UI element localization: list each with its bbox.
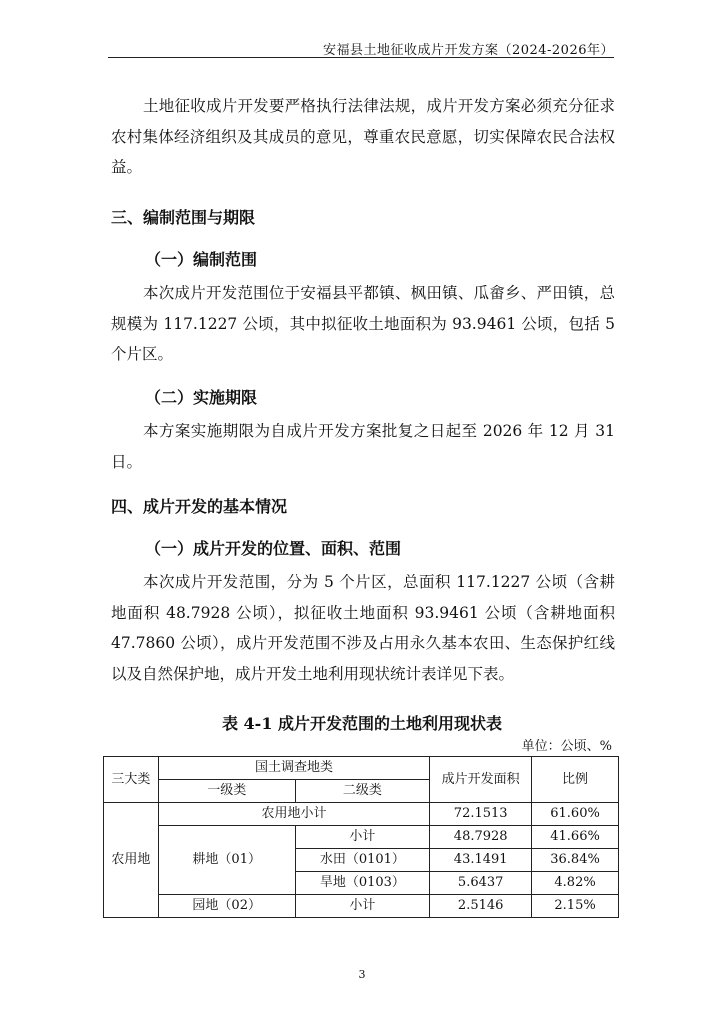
table-unit-note: 单位：公顷、% bbox=[521, 739, 612, 754]
section-4-1-paragraph: 本次成片开发范围，分为 5 个片区，总面积 117.1227 公顷（含耕地面积 48.7928 公顷），拟征收土地面积 93.9461 公顷（含耕地面积 47.7860 公顷），成片开发范围不涉及占用永久基本农田、生态保护红线以及自然保护地，成片开发土地利用现状统计表详见下表。 bbox=[111, 573, 615, 683]
cultivated-subtotal-area: 48.7928 bbox=[430, 826, 532, 849]
dry-land-label: 旱地（0103） bbox=[295, 872, 430, 895]
garden-level1: 园地（02） bbox=[158, 895, 295, 918]
paddy-area: 43.1491 bbox=[430, 849, 532, 872]
dry-land-ratio: 4.82% bbox=[532, 872, 619, 895]
section-3-1-heading: （一）编制范围 bbox=[145, 250, 258, 269]
page-number: 3 bbox=[358, 968, 366, 981]
table-row bbox=[104, 895, 619, 918]
section-3-1-paragraph: 本次成片开发范围位于安福县平都镇、枫田镇、瓜畲乡、严田镇，总规模为 117.1227 公顷，其中拟征收土地面积为 93.9461 公顷，包括 5 个片区。 bbox=[111, 284, 615, 363]
table-row bbox=[104, 826, 619, 849]
agri-category-cell: 农用地 bbox=[104, 803, 159, 918]
header-title: 安福县土地征收成片开发方案（2024-2026年） bbox=[322, 43, 614, 58]
agri-subtotal-ratio: 61.60% bbox=[532, 803, 619, 826]
header-area: 成片开发面积 bbox=[430, 757, 532, 803]
cultivated-subtotal-label: 小计 bbox=[295, 826, 430, 849]
garden-subtotal-ratio: 2.15% bbox=[532, 895, 619, 918]
garden-subtotal-label: 小计 bbox=[295, 895, 430, 918]
header-survey-class: 国土调查地类 bbox=[158, 757, 429, 780]
section-4-heading: 四、成片开发的基本情况 bbox=[111, 497, 288, 516]
table-header-row bbox=[104, 757, 619, 780]
agri-subtotal-label: 农用地小计 bbox=[158, 803, 429, 826]
cultivated-level1: 耕地（01） bbox=[158, 826, 295, 895]
land-use-table bbox=[103, 756, 619, 918]
garden-subtotal-area: 2.5146 bbox=[430, 895, 532, 918]
header-level2: 二级类 bbox=[295, 780, 430, 803]
header-ratio: 比例 bbox=[532, 757, 619, 803]
section-3-2-paragraph: 本方案实施期限为自成片开发方案批复之日起至 2026 年 12 月 31 日。 bbox=[111, 422, 615, 471]
header-level1: 一级类 bbox=[158, 780, 295, 803]
table-row bbox=[104, 803, 619, 826]
section-3-2-heading: （二）实施期限 bbox=[145, 388, 258, 407]
cultivated-subtotal-ratio: 41.66% bbox=[532, 826, 619, 849]
agri-subtotal-area: 72.1513 bbox=[430, 803, 532, 826]
dry-land-area: 5.6437 bbox=[430, 872, 532, 895]
paddy-label: 水田（0101） bbox=[295, 849, 430, 872]
section-3-heading: 三、编制范围与期限 bbox=[111, 208, 256, 227]
section-4-1-heading: （一）成片开发的位置、面积、范围 bbox=[145, 539, 402, 558]
paddy-ratio: 36.84% bbox=[532, 849, 619, 872]
header-rule bbox=[108, 57, 614, 58]
table-title: 表 4-1 成片开发范围的土地利用现状表 bbox=[221, 714, 503, 733]
header-category: 三大类 bbox=[104, 757, 159, 803]
intro-paragraph: 土地征收成片开发要严格执行法律法规，成片开发方案必须充分征求农村集体经济组织及其成员的意见，尊重农民意愿，切实保障农民合法权益。 bbox=[111, 97, 615, 176]
